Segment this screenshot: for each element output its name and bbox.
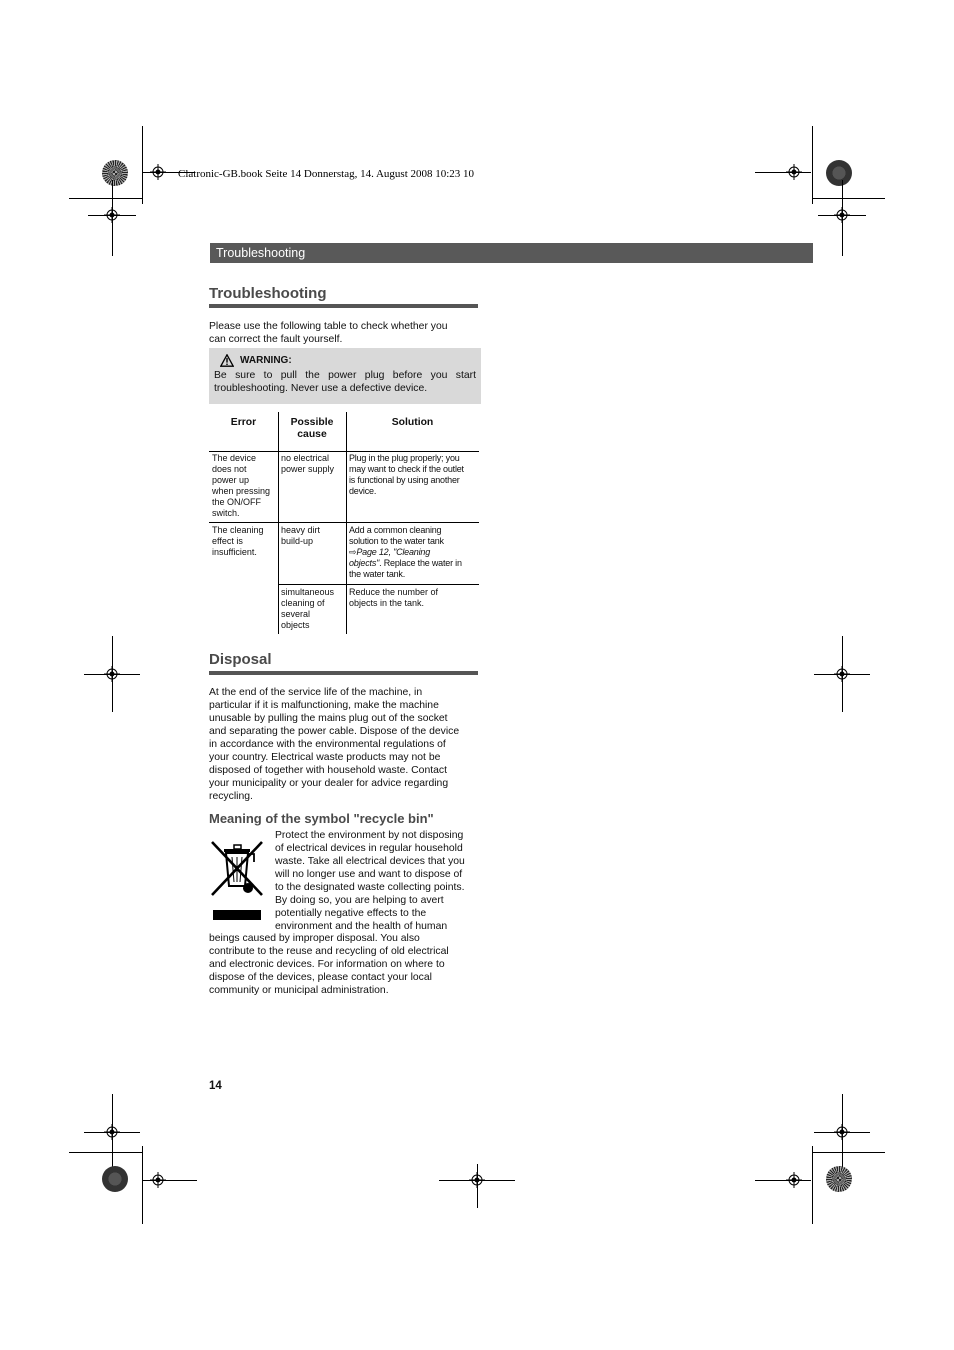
cell-line: power supply <box>281 464 335 474</box>
reference-text: Page 12, "Cleaning <box>356 547 430 557</box>
text-line: community or municipal administration. <box>209 985 389 996</box>
table-divider <box>209 451 479 452</box>
section-bar: Troubleshooting <box>210 243 813 263</box>
cell-line: does not <box>212 464 247 474</box>
text-line: At the end of the service life of the machine, in <box>209 687 423 698</box>
crosshair-icon <box>150 1172 166 1188</box>
text-line: By doing so, you are helping to avert <box>275 895 444 906</box>
crop-mark <box>142 1146 143 1224</box>
cell-line: cleaning of <box>281 598 325 608</box>
crop-mark <box>88 215 136 216</box>
crosshair-icon <box>104 666 120 682</box>
text-line: recycling. <box>209 791 253 802</box>
text-line: your country. Electrical waste products may not be <box>209 752 441 763</box>
table-cell-cause <box>281 587 345 631</box>
text-line: environment and the health of human <box>275 921 448 932</box>
crop-mark <box>812 1146 813 1224</box>
cell-line: effect is <box>212 536 243 546</box>
section-rule <box>209 304 478 308</box>
crop-mark <box>69 198 143 199</box>
warning-box <box>209 348 481 404</box>
header-line: cause <box>297 429 327 440</box>
table-divider <box>209 522 479 523</box>
cell-line: Plug in the plug properly; you <box>349 453 460 463</box>
troubleshooting-title: Troubleshooting <box>209 285 327 302</box>
registration-disc-icon <box>102 160 128 186</box>
table-cell-cause <box>281 453 345 475</box>
table-cell-solution <box>349 453 479 497</box>
cell-line: insufficient. <box>212 547 257 557</box>
crossed-out-wheelie-bin-icon <box>210 840 264 922</box>
text-line: of electrical devices in regular household <box>275 843 463 854</box>
troubleshooting-intro <box>209 320 448 346</box>
text-line: in accordance with the environmental regulations of <box>209 739 446 750</box>
warning-line: troubleshooting. Never use a defective device. <box>214 383 428 394</box>
text-line: and separating the power cable. Dispose of the device <box>209 726 460 737</box>
text-line: particular if it is malfunctioning, make the machine <box>209 700 439 711</box>
warning-triangle-icon <box>220 354 234 367</box>
cell-line: the ON/OFF <box>212 497 262 507</box>
cell-line: solution to the water tank <box>349 536 444 546</box>
text-line: unusable by pulling the mains plug out of the socket <box>209 713 448 724</box>
header-error: Error <box>230 417 257 428</box>
text-line: waste. Take all electrical devices that you <box>275 856 465 867</box>
cell-line: objects <box>281 620 310 630</box>
crosshair-icon <box>834 1124 850 1140</box>
crosshair-icon <box>786 1172 802 1188</box>
cell-text: . Replace the water in <box>379 558 462 568</box>
disposal-text <box>209 686 459 803</box>
crosshair-icon <box>834 666 850 682</box>
text-line: will no longer use and want to dispose of <box>275 869 463 880</box>
table-cell-solution <box>349 587 479 609</box>
crop-mark <box>755 172 811 173</box>
disposal-title: Disposal <box>209 651 272 668</box>
crop-mark <box>818 215 866 216</box>
crosshair-icon <box>150 164 166 180</box>
cell-line: Reduce the number of <box>349 587 439 597</box>
cell-line: build-up <box>281 536 314 546</box>
text-line: and electronic devices. For information on where to <box>209 959 445 970</box>
page-number: 14 <box>209 1080 222 1092</box>
cell-line: switch. <box>212 508 240 518</box>
header-solution: Solution <box>391 417 434 428</box>
header-possible-cause <box>278 417 346 441</box>
cell-line: heavy dirt <box>281 525 321 535</box>
intro-line: can correct the fault yourself. <box>209 334 343 345</box>
cell-line: is functional by using another <box>349 475 460 485</box>
cell-line: may want to check if the outlet <box>349 464 464 474</box>
crosshair-icon <box>469 1172 485 1188</box>
cell-line: The device <box>212 453 257 463</box>
text-line: disposed of together with household waste. Contact <box>209 765 447 776</box>
table-cell-cause <box>281 525 345 547</box>
cell-line: Add a common cleaning <box>349 525 442 535</box>
cell-line: several <box>281 609 311 619</box>
crop-mark <box>69 1152 143 1153</box>
registration-disc-icon <box>826 160 852 186</box>
registration-disc-icon <box>102 1166 128 1192</box>
crop-mark <box>755 1180 811 1181</box>
warning-header <box>214 354 476 367</box>
table-cell-solution <box>349 525 479 580</box>
troubleshooting-table <box>209 412 479 634</box>
registration-disc-icon <box>826 1166 852 1192</box>
text-line: Protect the environment by not disposing <box>275 830 464 841</box>
cell-line: objects in the tank. <box>349 598 425 608</box>
cell-line: device. <box>349 486 377 496</box>
text-line: your municipality or your dealer for advice regarding <box>209 778 449 789</box>
warning-line: Be sure to pull the power plug before you start <box>214 370 476 381</box>
cell-line: power up <box>212 475 250 485</box>
book-header: Clatronic-GB.book Seite 14 Donnerstag, 14. August 2008 10:23 10 <box>178 168 475 180</box>
cell-line: no electrical <box>281 453 330 463</box>
arrow-right-icon: ⇨ <box>349 547 357 557</box>
crop-mark <box>142 126 143 204</box>
warning-text <box>214 369 476 395</box>
table-cell-error <box>212 525 276 558</box>
crop-mark <box>812 198 885 199</box>
table-cell-error <box>212 453 276 519</box>
reference-text: objects" <box>349 558 380 568</box>
cell-line: the water tank. <box>349 569 406 579</box>
page-reference-link[interactable] <box>349 547 479 558</box>
recycle-title: Meaning of the symbol "recycle bin" <box>209 811 434 826</box>
crop-mark <box>812 126 813 204</box>
warning-title: WARNING: <box>240 355 292 366</box>
recycle-side-text <box>275 829 479 933</box>
text-line: to the designated waste collecting points. <box>275 882 465 893</box>
text-line: potentially negative effects to the <box>275 908 427 919</box>
text-line: dispose of the devices, please contact your local <box>209 972 432 983</box>
text-line: beings caused by improper disposal. You also <box>209 933 420 944</box>
cell-line: simultaneous <box>281 587 335 597</box>
crosshair-icon <box>786 164 802 180</box>
intro-line: Please use the following table to check whether you <box>209 321 448 332</box>
recycle-full-text <box>209 932 449 997</box>
crosshair-icon <box>104 1124 120 1140</box>
crop-mark <box>812 1152 885 1153</box>
table-divider <box>278 584 479 585</box>
header-line: Possible <box>290 417 334 428</box>
cell-line <box>349 558 479 569</box>
text-line: contribute to the reuse and recycling of old electrical <box>209 946 449 957</box>
section-rule <box>209 671 478 675</box>
table-divider <box>278 412 279 634</box>
table-divider <box>346 412 347 634</box>
cell-line: The cleaning <box>212 525 264 535</box>
cell-line: when pressing <box>212 486 271 496</box>
